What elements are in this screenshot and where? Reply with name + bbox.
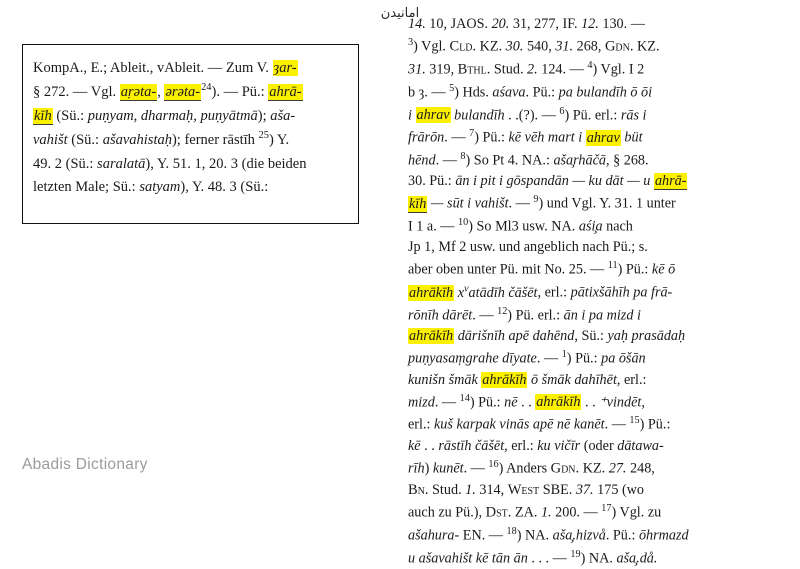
- text-line: puṇyasaṃgrahe dīyate. — $^1$) Pü.: pa ōšān: [408, 349, 646, 367]
- text-line: $^3$) Vgl. Cld. KZ. 30. 540, 31. 268, Gdn. KZ.: [408, 36, 660, 55]
- highlighted-term: kīh: [34, 107, 52, 124]
- text-line: rīh) kunēt. — $^{16}$) Anders Gdn. KZ. 27. 248,: [408, 458, 655, 477]
- highlighted-term: ahrā-: [269, 84, 302, 101]
- highlighted-term: ahrākīh: [482, 371, 527, 388]
- right-column-text: [408, 14, 780, 569]
- text-line: auch zu Pü.), Dst. ZA. 1. 200. — $^{17}$) Vgl. zu: [408, 502, 662, 521]
- text-line: § 272. — Vgl. aṛəta-, ərəta-$^{24}$). — Pü.: ahrā-: [33, 82, 302, 101]
- text-line: mizd. — $^{14}$) Pü.: nē . . ahrākīh . . ⁺vindēt,: [408, 392, 645, 411]
- text-line: ašahura- EN. — $^{18}$) NA. aša̧.hizvå. Pü.: ōhrmazd: [408, 525, 689, 544]
- text-line: aber oben unter Pü. mit No. 25. — $^{11}$) Pü.: kē ō: [408, 260, 676, 279]
- text-line: Jp 1, Mf 2 usw. und angeblich nach Pü.; s.: [408, 239, 648, 256]
- text-line: kīh — sūt i vahišt. — $^9$) und Vgl. Y. 31. 1 unter: [409, 194, 676, 212]
- text-line: 14. 10, JAOS. 20. 31, 277, IF. 12. 130. —: [408, 16, 645, 32]
- text-line: erl.: kuš karpak vinās apē nē kanēt. — $^{15}$) Pü.:: [408, 415, 671, 433]
- text-line: letzten Male; Sü.: satyam), Y. 48. 3 (Sü.:: [33, 179, 269, 196]
- highlighted-term: ahrav: [586, 129, 620, 146]
- highlighted-term: ərəta-: [165, 84, 201, 101]
- highlighted-term: ahrākīh: [536, 394, 581, 411]
- left-column-text: [33, 57, 348, 200]
- text-line: 31. 319, Bthl. Stud. 2. 124. — $^4$) Vgl. I 2: [408, 59, 645, 78]
- highlighted-term: aṛəta-: [120, 84, 157, 101]
- text-line: kīh (Sü.: puṇyam, dharmaḥ, puṇyātmā); aša-: [34, 107, 296, 124]
- text-line: ahrākīh $x^vatādīh$ čāšēt, erl.: pātixšāhīh pa frā-: [409, 282, 673, 301]
- highlighted-term: ahrākīh: [409, 328, 454, 345]
- watermark-label: Abadis Dictionary: [22, 456, 148, 473]
- left-column-box: [22, 44, 359, 224]
- text-line: vahišt (Sü.: ašavahistaḥ); ferner rāstīh $^{25}$) Y.: [33, 130, 290, 149]
- highlighted-term: ȝar-: [273, 60, 297, 76]
- text-line: I 1 a. — $^{10}$) So Ml3 usw. NA. aśi̧a nach: [408, 216, 633, 235]
- persian-headword: امانیدن: [380, 6, 420, 21]
- text-line: b ȝ. — $^5$) Hds. aśava. Pü.: pa bulandīh ō ōi: [408, 82, 653, 101]
- text-line: i ahrav bulandīh . .(?). — $^6$) Pü. erl.: rās i: [408, 105, 647, 124]
- text-line: rōnīh dārēt. — $^{12}$) Pü. erl.: ān i pa mizd i: [408, 305, 641, 324]
- text-line: kunišn šmāk ahrākīh ō šmāk dahīhēt, erl.:: [408, 371, 647, 388]
- text-line: 30. Pü.: ān i pit i gōspandān — ku dāt — u ahrā-: [408, 173, 687, 190]
- text-line: hēnd. — $^8$) So Pt 4. NA.: aša̧rhāčā, § 268.: [408, 150, 649, 169]
- text-line: frārōn. — $^7$) Pü.: kē vēh mart i ahrav büt: [408, 128, 643, 146]
- text-line: Bn. Stud. 1. 314, West SBE. 37. 175 (wo: [408, 481, 645, 498]
- text-line: kē . . rāstīh čāšēt, erl.: ku vičīr (oder dātawa-: [408, 437, 664, 454]
- text-line: KompA., E.; Ableit., vAbleit. — Zum V. ȝar-: [33, 60, 297, 76]
- text-line: u ašavahišt kē tān ān . . . — $^{19}$) NA. aša̧.då.: [408, 548, 658, 567]
- highlighted-term: ahrav: [416, 107, 450, 124]
- highlighted-term: ahrā-: [654, 173, 687, 190]
- highlighted-term: kīh: [409, 195, 427, 212]
- highlighted-term: ahrākīh: [409, 284, 454, 301]
- text-line: 49. 2 (Sü.: saralatā), Y. 51. 1, 20. 3 (die beiden: [33, 155, 307, 172]
- text-line: ahrākīh dārišnīh apē dahēnd, Sü.: yaḥ prasādaḥ: [409, 328, 686, 345]
